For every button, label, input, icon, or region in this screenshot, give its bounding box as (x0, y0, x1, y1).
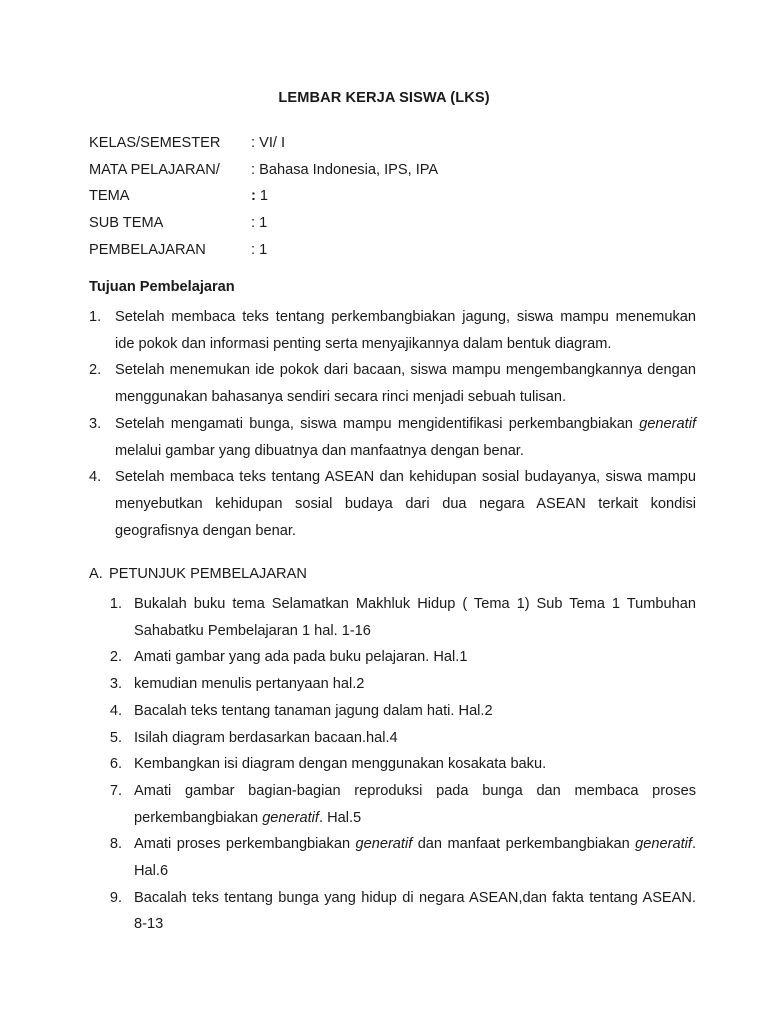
list-item (108, 671, 696, 698)
item-text: Setelah membaca teks tentang perkembangbiakan jagung, siswa mampu menemukan ide pokok dan informasi penting serta menyajikannya dalam bentuk diagram. (115, 309, 696, 352)
steps-list (108, 591, 696, 938)
list-item (108, 751, 696, 778)
list-item (108, 591, 696, 644)
item-number: 1. (89, 309, 102, 325)
item-number: 4. (109, 702, 122, 719)
meta-row (89, 183, 438, 210)
item-text: Isilah diagram berdasarkan bacaan.hal.4 (134, 729, 398, 746)
item-text: Setelah mengamati bunga, siswa mampu mengidentifikasi perkembangbiakan generatif melalui gambar yang dibuatnya dan manfaatnya dengan benar. (115, 415, 696, 459)
page-title: LEMBAR KERJA SISWA (LKS) (278, 90, 490, 106)
item-text: Amati gambar bagian-bagian reproduksi pada bunga dan membaca proses perkembangbiakan generatif. Hal.5 (134, 782, 696, 826)
item-number: 2. (89, 362, 102, 379)
list-item (89, 464, 696, 544)
list-item (108, 725, 696, 752)
list-item (89, 304, 696, 357)
item-text: Kembangkan isi diagram dengan menggunakan kosakata baku. (134, 756, 547, 773)
meta-value: : VI/ I (251, 135, 286, 151)
meta-label: PEMBELAJARAN (89, 241, 206, 258)
item-text: Setelah menemukan ide pokok dari bacaan, siswa mampu mengembangkannya dengan menggunakan bahasanya sendiri secara rinci menjadi sebuah tulisan. (115, 362, 696, 406)
section-heading-petunjuk (89, 566, 307, 582)
meta-row (89, 237, 438, 264)
list-item (108, 778, 696, 831)
meta-value: : 1 (251, 215, 268, 232)
meta-value: : 1 (251, 188, 269, 205)
meta-value: : 1 (251, 241, 268, 258)
item-number: 3. (109, 676, 122, 693)
goals-heading: Tujuan Pembelajaran (89, 279, 235, 295)
item-number: 5. (109, 729, 122, 746)
goals-list (89, 304, 696, 544)
meta-label: KELAS/SEMESTER (89, 135, 221, 151)
meta-value: : Bahasa Indonesia, IPS, IPA (251, 161, 439, 178)
item-text: Setelah membaca teks tentang ASEAN dan kehidupan sosial budayanya, siswa mampu menyebutkan kehidupan sosial budaya dari dua negara ASEAN terkait kondisi geografisnya dengan benar. (115, 469, 696, 539)
list-item (89, 411, 696, 464)
item-number: 1. (109, 596, 122, 612)
item-text: Bacalah teks tentang bunga yang hidup di negara ASEAN,dan fakta tentang ASEAN. 8-13 (134, 889, 696, 933)
meta-table (89, 130, 438, 263)
section-letter: A. (89, 566, 103, 582)
item-text: Amati gambar yang ada pada buku pelajaran. Hal.1 (134, 649, 468, 666)
item-number: 6. (109, 756, 122, 773)
meta-row (89, 130, 438, 157)
item-number: 2. (109, 649, 122, 666)
list-item (89, 357, 696, 410)
item-number: 3. (89, 415, 102, 432)
meta-label: MATA PELAJARAN/ (89, 161, 220, 178)
meta-row (89, 210, 438, 237)
meta-label: TEMA (89, 188, 130, 205)
list-item (108, 831, 696, 884)
list-item (108, 698, 696, 725)
meta-row (89, 157, 438, 184)
item-number: 4. (89, 469, 102, 486)
item-text: Amati proses perkembangbiakan generatif dan manfaat perkembangbiakan generatif. Hal.6 (134, 836, 697, 880)
list-item (108, 644, 696, 671)
section-title: PETUNJUK PEMBELAJARAN (109, 566, 307, 582)
item-number: 7. (109, 782, 122, 799)
meta-label: SUB TEMA (89, 215, 164, 232)
item-text: Bacalah teks tentang tanaman jagung dalam hati. Hal.2 (134, 702, 493, 719)
item-text: kemudian menulis pertanyaan hal.2 (134, 676, 365, 693)
list-item (108, 885, 696, 938)
item-number: 9. (109, 889, 122, 906)
item-text: Bukalah buku tema Selamatkan Makhluk Hidup ( Tema 1) Sub Tema 1 Tumbuhan Sahabatku Pembelajaran 1 hal. 1-16 (134, 596, 696, 639)
item-number: 8. (109, 836, 122, 853)
